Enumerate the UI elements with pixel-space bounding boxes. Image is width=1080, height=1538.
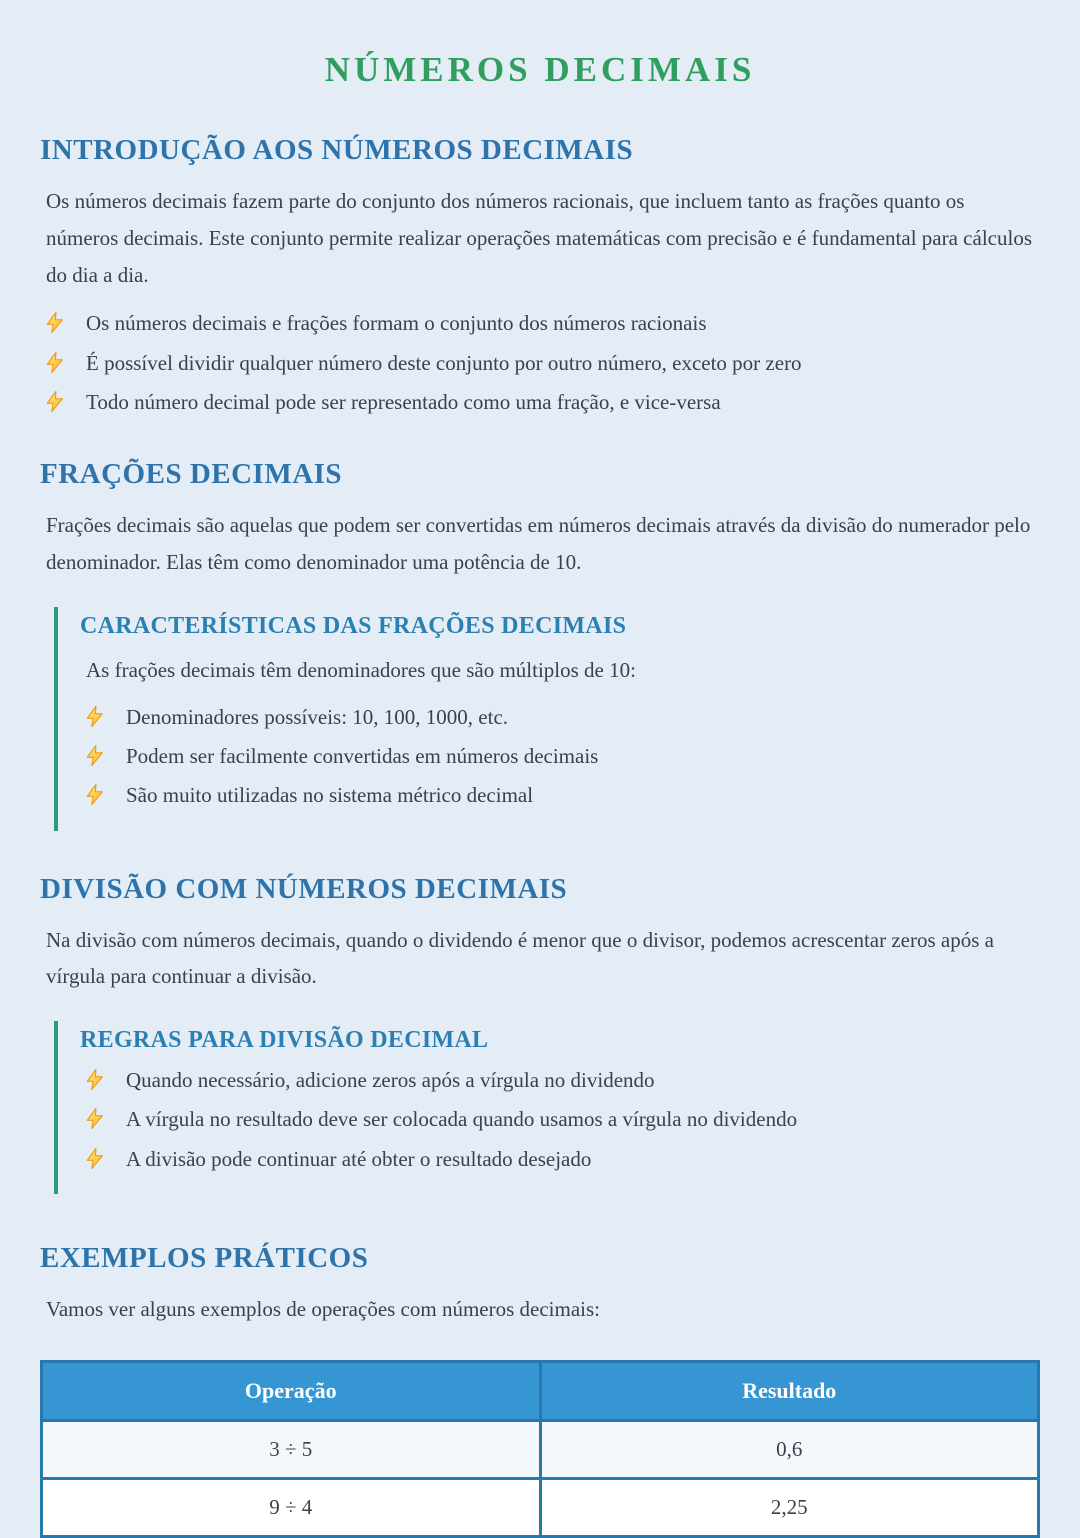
caracteristicas-bullet-list bbox=[80, 703, 1040, 810]
bullet-text: A divisão pode continuar até obter o resultado desejado bbox=[126, 1146, 592, 1171]
exemplos-paragraph: Vamos ver alguns exemplos de operações com números decimais: bbox=[46, 1297, 601, 1322]
table-header-operacao: Operação bbox=[42, 1361, 541, 1420]
regras-bullet-list bbox=[80, 1066, 1040, 1173]
section-heading-introducao: INTRODUÇÃO AOS NÚMEROS DECIMAIS bbox=[40, 134, 634, 166]
examples-table bbox=[40, 1360, 1040, 1538]
fracoes-paragraph: Frações decimais são aquelas que podem ser convertidas em números decimais através da divisão do numerador pelo denominador. Elas têm como denominador uma potência de 10. bbox=[46, 513, 1031, 575]
bullet-item bbox=[84, 1145, 1040, 1173]
bullet-item bbox=[84, 703, 1040, 731]
subsection-heading-regras: REGRAS PARA DIVISÃO DECIMAL bbox=[80, 1027, 489, 1054]
lightning-icon bbox=[84, 783, 106, 806]
bullet-text: É possível dividir qualquer número deste conjunto por outro número, exceto por zero bbox=[86, 350, 802, 375]
bullet-item bbox=[84, 1105, 1040, 1133]
lightning-icon bbox=[84, 1107, 106, 1130]
bullet-item bbox=[44, 349, 1040, 377]
intro-paragraph: Os números decimais fazem parte do conjunto dos números racionais, que incluem tanto as frações quanto os números decimais. Este conjunto permite realizar operações matemáticas com precisão e é fundamental para cálculos do dia a dia. bbox=[46, 189, 1032, 287]
page-title: NÚMEROS DECIMAIS bbox=[324, 50, 756, 89]
bullet-text: A vírgula no resultado deve ser colocada quando usamos a vírgula no dividendo bbox=[126, 1107, 798, 1132]
bullet-text: Denominadores possíveis: 10, 100, 1000, etc. bbox=[126, 704, 509, 729]
lightning-icon bbox=[84, 705, 106, 728]
section-fracoes bbox=[40, 458, 1040, 830]
table-cell-resultado: 2,25 bbox=[540, 1478, 1039, 1536]
lightning-icon bbox=[84, 1147, 106, 1170]
subsection-caracteristicas bbox=[54, 607, 1040, 831]
bullet-text: São muito utilizadas no sistema métrico decimal bbox=[126, 783, 534, 808]
table-row bbox=[42, 1478, 1039, 1536]
bullet-item bbox=[84, 1066, 1040, 1094]
bullet-item bbox=[44, 309, 1040, 337]
lightning-icon bbox=[44, 311, 66, 334]
lightning-icon bbox=[44, 390, 66, 413]
bullet-text: Todo número decimal pode ser representado como uma fração, e vice-versa bbox=[86, 389, 721, 414]
section-introducao bbox=[40, 134, 1040, 416]
bullet-item bbox=[44, 388, 1040, 416]
section-heading-fracoes: FRAÇÕES DECIMAIS bbox=[40, 458, 343, 491]
table-cell-operacao: 9 ÷ 4 bbox=[42, 1478, 541, 1536]
bullet-item bbox=[84, 781, 1040, 809]
table-cell-operacao: 3 ÷ 5 bbox=[42, 1420, 541, 1478]
table-cell-resultado: 0,6 bbox=[540, 1420, 1039, 1478]
subsection-heading-caracteristicas: CARACTERÍSTICAS DAS FRAÇÕES DECIMAIS bbox=[80, 612, 627, 639]
bullet-text: Quando necessário, adicione zeros após a vírgula no dividendo bbox=[126, 1068, 655, 1093]
intro-bullet-list bbox=[40, 309, 1040, 416]
caracteristicas-paragraph: As frações decimais têm denominadores que são múltiplos de 10: bbox=[86, 657, 636, 682]
bullet-text: Podem ser facilmente convertidas em números decimais bbox=[126, 743, 599, 768]
lightning-icon bbox=[44, 351, 66, 374]
table-row bbox=[42, 1420, 1039, 1478]
bullet-text: Os números decimais e frações formam o conjunto dos números racionais bbox=[86, 311, 707, 336]
section-exemplos bbox=[40, 1242, 1040, 1538]
bullet-item bbox=[84, 742, 1040, 770]
lightning-icon bbox=[84, 1068, 106, 1091]
section-heading-divisao: DIVISÃO COM NÚMEROS DECIMAIS bbox=[40, 872, 568, 905]
subsection-regras bbox=[54, 1021, 1040, 1194]
table-header-row bbox=[42, 1361, 1039, 1420]
section-heading-exemplos: EXEMPLOS PRÁTICOS bbox=[40, 1242, 369, 1275]
lightning-icon bbox=[84, 744, 106, 767]
table-header-resultado: Resultado bbox=[540, 1361, 1039, 1420]
divisao-paragraph: Na divisão com números decimais, quando o dividendo é menor que o divisor, podemos acrescentar zeros após a vírgula para continuar a divisão. bbox=[46, 927, 994, 989]
section-divisao bbox=[40, 873, 1040, 1195]
